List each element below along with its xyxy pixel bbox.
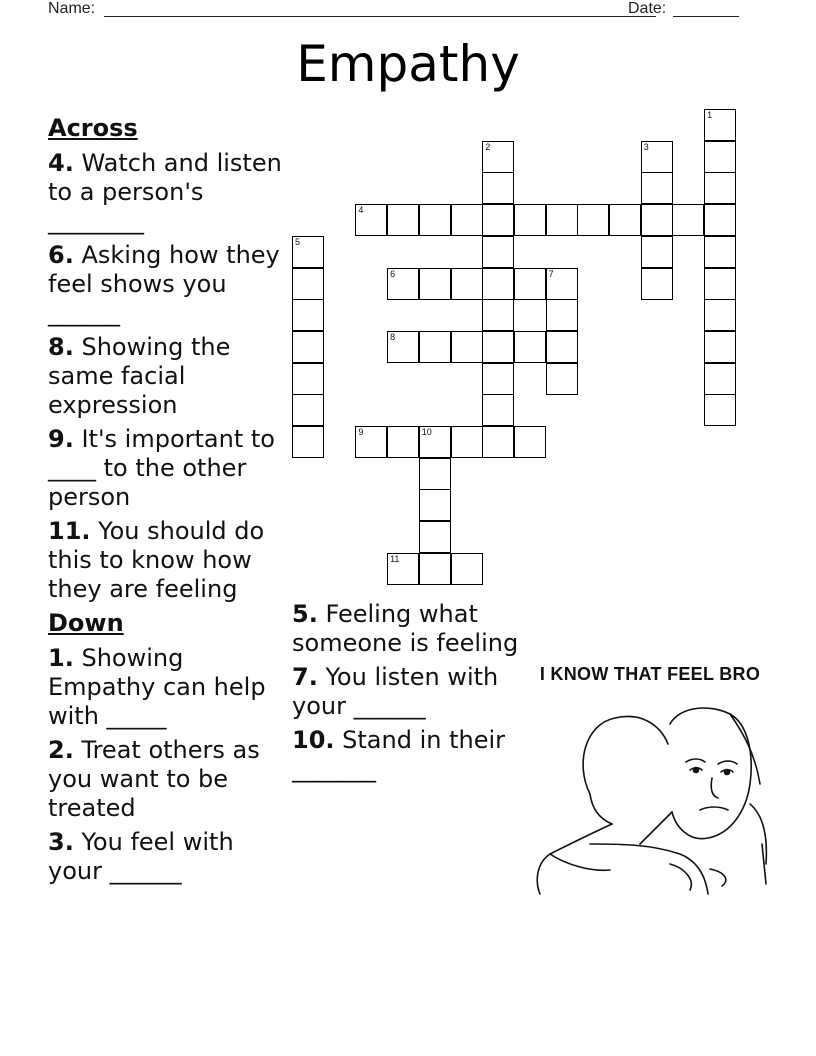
crossword-cell[interactable]	[704, 268, 736, 300]
clue-text: Treat others as you want to be treated	[48, 736, 260, 822]
crossword-cell[interactable]	[387, 426, 419, 458]
crossword-cell[interactable]	[514, 426, 546, 458]
clue-number: 5.	[292, 600, 318, 628]
crossword-cell[interactable]	[451, 426, 483, 458]
clue-across-4	[48, 149, 288, 236]
crossword-cell[interactable]	[419, 268, 451, 300]
clue-down-10	[292, 726, 522, 784]
cell-number: 4	[358, 205, 364, 216]
crossword-cell[interactable]	[609, 204, 641, 236]
clue-down-1	[48, 644, 288, 731]
cell-number: 7	[548, 268, 554, 279]
crossword-cell[interactable]	[451, 331, 483, 363]
clue-down-2	[48, 736, 288, 823]
crossword-cell[interactable]	[704, 141, 736, 173]
clue-text: Watch and listen to a person's ________	[48, 149, 282, 235]
clue-down-7	[292, 663, 522, 721]
across-heading: Across	[48, 114, 138, 142]
date-blank-line[interactable]	[673, 16, 739, 17]
cell-number: 11	[390, 553, 400, 564]
clue-number: 11.	[48, 517, 91, 545]
crossword-cell[interactable]	[387, 204, 419, 236]
crossword-cell[interactable]	[672, 204, 704, 236]
crossword-cell[interactable]	[546, 299, 578, 331]
crossword-cell[interactable]	[482, 426, 514, 458]
header	[48, 0, 748, 20]
crossword-cell[interactable]	[482, 172, 514, 204]
crossword-cell[interactable]	[546, 204, 578, 236]
hugging-figures-drawing	[530, 694, 770, 900]
clue-number: 4.	[48, 149, 74, 177]
cell-number: 8	[390, 331, 396, 342]
crossword-cell[interactable]	[704, 109, 736, 141]
clues-column-right	[292, 600, 522, 789]
clue-number: 9.	[48, 425, 74, 453]
crossword-cell[interactable]	[292, 394, 324, 426]
crossword-cell[interactable]	[419, 331, 451, 363]
crossword-cell[interactable]	[482, 268, 514, 300]
crossword-cell[interactable]	[577, 204, 609, 236]
crossword-cell[interactable]	[482, 236, 514, 268]
clue-number: 7.	[292, 663, 318, 691]
crossword-cell[interactable]	[482, 394, 514, 426]
clue-text: Showing the same facial expression	[48, 333, 231, 419]
crossword-cell[interactable]	[292, 299, 324, 331]
crossword-cell[interactable]	[704, 394, 736, 426]
crossword-cell[interactable]	[419, 521, 451, 553]
clue-number: 6.	[48, 241, 74, 269]
page-title: Empathy	[296, 35, 520, 93]
crossword-cell[interactable]	[514, 268, 546, 300]
clue-across-9	[48, 425, 288, 512]
crossword-cell[interactable]	[704, 331, 736, 363]
crossword-cell[interactable]	[355, 426, 387, 458]
crossword-cell[interactable]	[514, 331, 546, 363]
clue-across-11	[48, 517, 288, 604]
clue-down-5	[292, 600, 522, 658]
cell-number: 10	[421, 427, 432, 437]
crossword-cell[interactable]	[704, 236, 736, 268]
down-heading: Down	[48, 609, 124, 637]
crossword-cell[interactable]	[546, 331, 578, 363]
clues-column-left	[48, 114, 288, 891]
crossword-cell[interactable]	[546, 268, 578, 300]
crossword-cell[interactable]	[451, 553, 483, 585]
crossword-cell[interactable]	[292, 331, 324, 363]
crossword-cell[interactable]	[641, 141, 673, 173]
crossword-cell[interactable]	[641, 204, 673, 236]
crossword-cell[interactable]	[482, 299, 514, 331]
crossword-cell[interactable]	[641, 172, 673, 204]
crossword-cell[interactable]	[355, 204, 387, 236]
crossword-cell[interactable]	[482, 331, 514, 363]
clue-number: 2.	[48, 736, 74, 764]
name-blank-line[interactable]	[104, 16, 656, 17]
clue-text: Asking how they feel shows you ______	[48, 241, 280, 327]
name-label: Name:	[48, 0, 96, 17]
crossword-cell[interactable]	[419, 553, 451, 585]
clue-number: 3.	[48, 828, 74, 856]
crossword-cell[interactable]	[482, 363, 514, 395]
cell-number: 2	[485, 141, 491, 152]
crossword-cell[interactable]	[704, 172, 736, 204]
crossword-cell[interactable]	[641, 268, 673, 300]
crossword-cell[interactable]	[419, 489, 451, 521]
cell-number: 1	[707, 110, 713, 120]
crossword-cell[interactable]	[419, 204, 451, 236]
clue-number: 10.	[292, 726, 335, 754]
clue-text: Stand in their _______	[292, 726, 505, 783]
cell-number: 6	[390, 268, 396, 279]
clue-text: It's important to ____ to the other person	[48, 425, 275, 511]
crossword-cell[interactable]	[482, 141, 514, 173]
crossword-cell[interactable]	[641, 236, 673, 268]
crossword-cell[interactable]	[482, 204, 514, 236]
crossword-cell[interactable]	[292, 426, 324, 458]
cell-number: 3	[643, 141, 649, 152]
date-label: Date:	[628, 0, 667, 17]
crossword-cell[interactable]	[292, 363, 324, 395]
meme-image	[530, 664, 770, 900]
crossword-cell[interactable]	[451, 204, 483, 236]
cell-number: 5	[295, 236, 301, 247]
clue-text: Feeling what someone is feeling	[292, 600, 519, 657]
crossword-cell[interactable]	[292, 268, 324, 300]
crossword-cell[interactable]	[387, 268, 419, 300]
clue-number: 8.	[48, 333, 74, 361]
clue-across-8	[48, 333, 288, 420]
crossword-cell[interactable]	[704, 299, 736, 331]
crossword-cell[interactable]	[387, 331, 419, 363]
clue-text: You feel with your ______	[48, 828, 234, 885]
crossword-cell[interactable]	[387, 553, 419, 585]
crossword-cell[interactable]	[514, 204, 546, 236]
clue-down-3	[48, 828, 288, 886]
crossword-cell[interactable]	[704, 363, 736, 395]
crossword-cell[interactable]	[419, 426, 451, 458]
crossword-cell[interactable]	[546, 363, 578, 395]
crossword-cell[interactable]	[451, 268, 483, 300]
clue-text: You listen with your ______	[292, 663, 499, 720]
clue-text: You should do this to know how they are feeling	[48, 517, 265, 603]
crossword-cell[interactable]	[292, 236, 324, 268]
crossword-cell[interactable]	[419, 458, 451, 490]
crossword-cell[interactable]	[704, 204, 736, 236]
clue-text: Showing Empathy can help with _____	[48, 644, 266, 730]
cell-number: 9	[358, 427, 364, 437]
clue-number: 1.	[48, 644, 74, 672]
meme-caption: I KNOW THAT FEEL BRO	[539, 664, 761, 684]
clue-across-6	[48, 241, 288, 328]
